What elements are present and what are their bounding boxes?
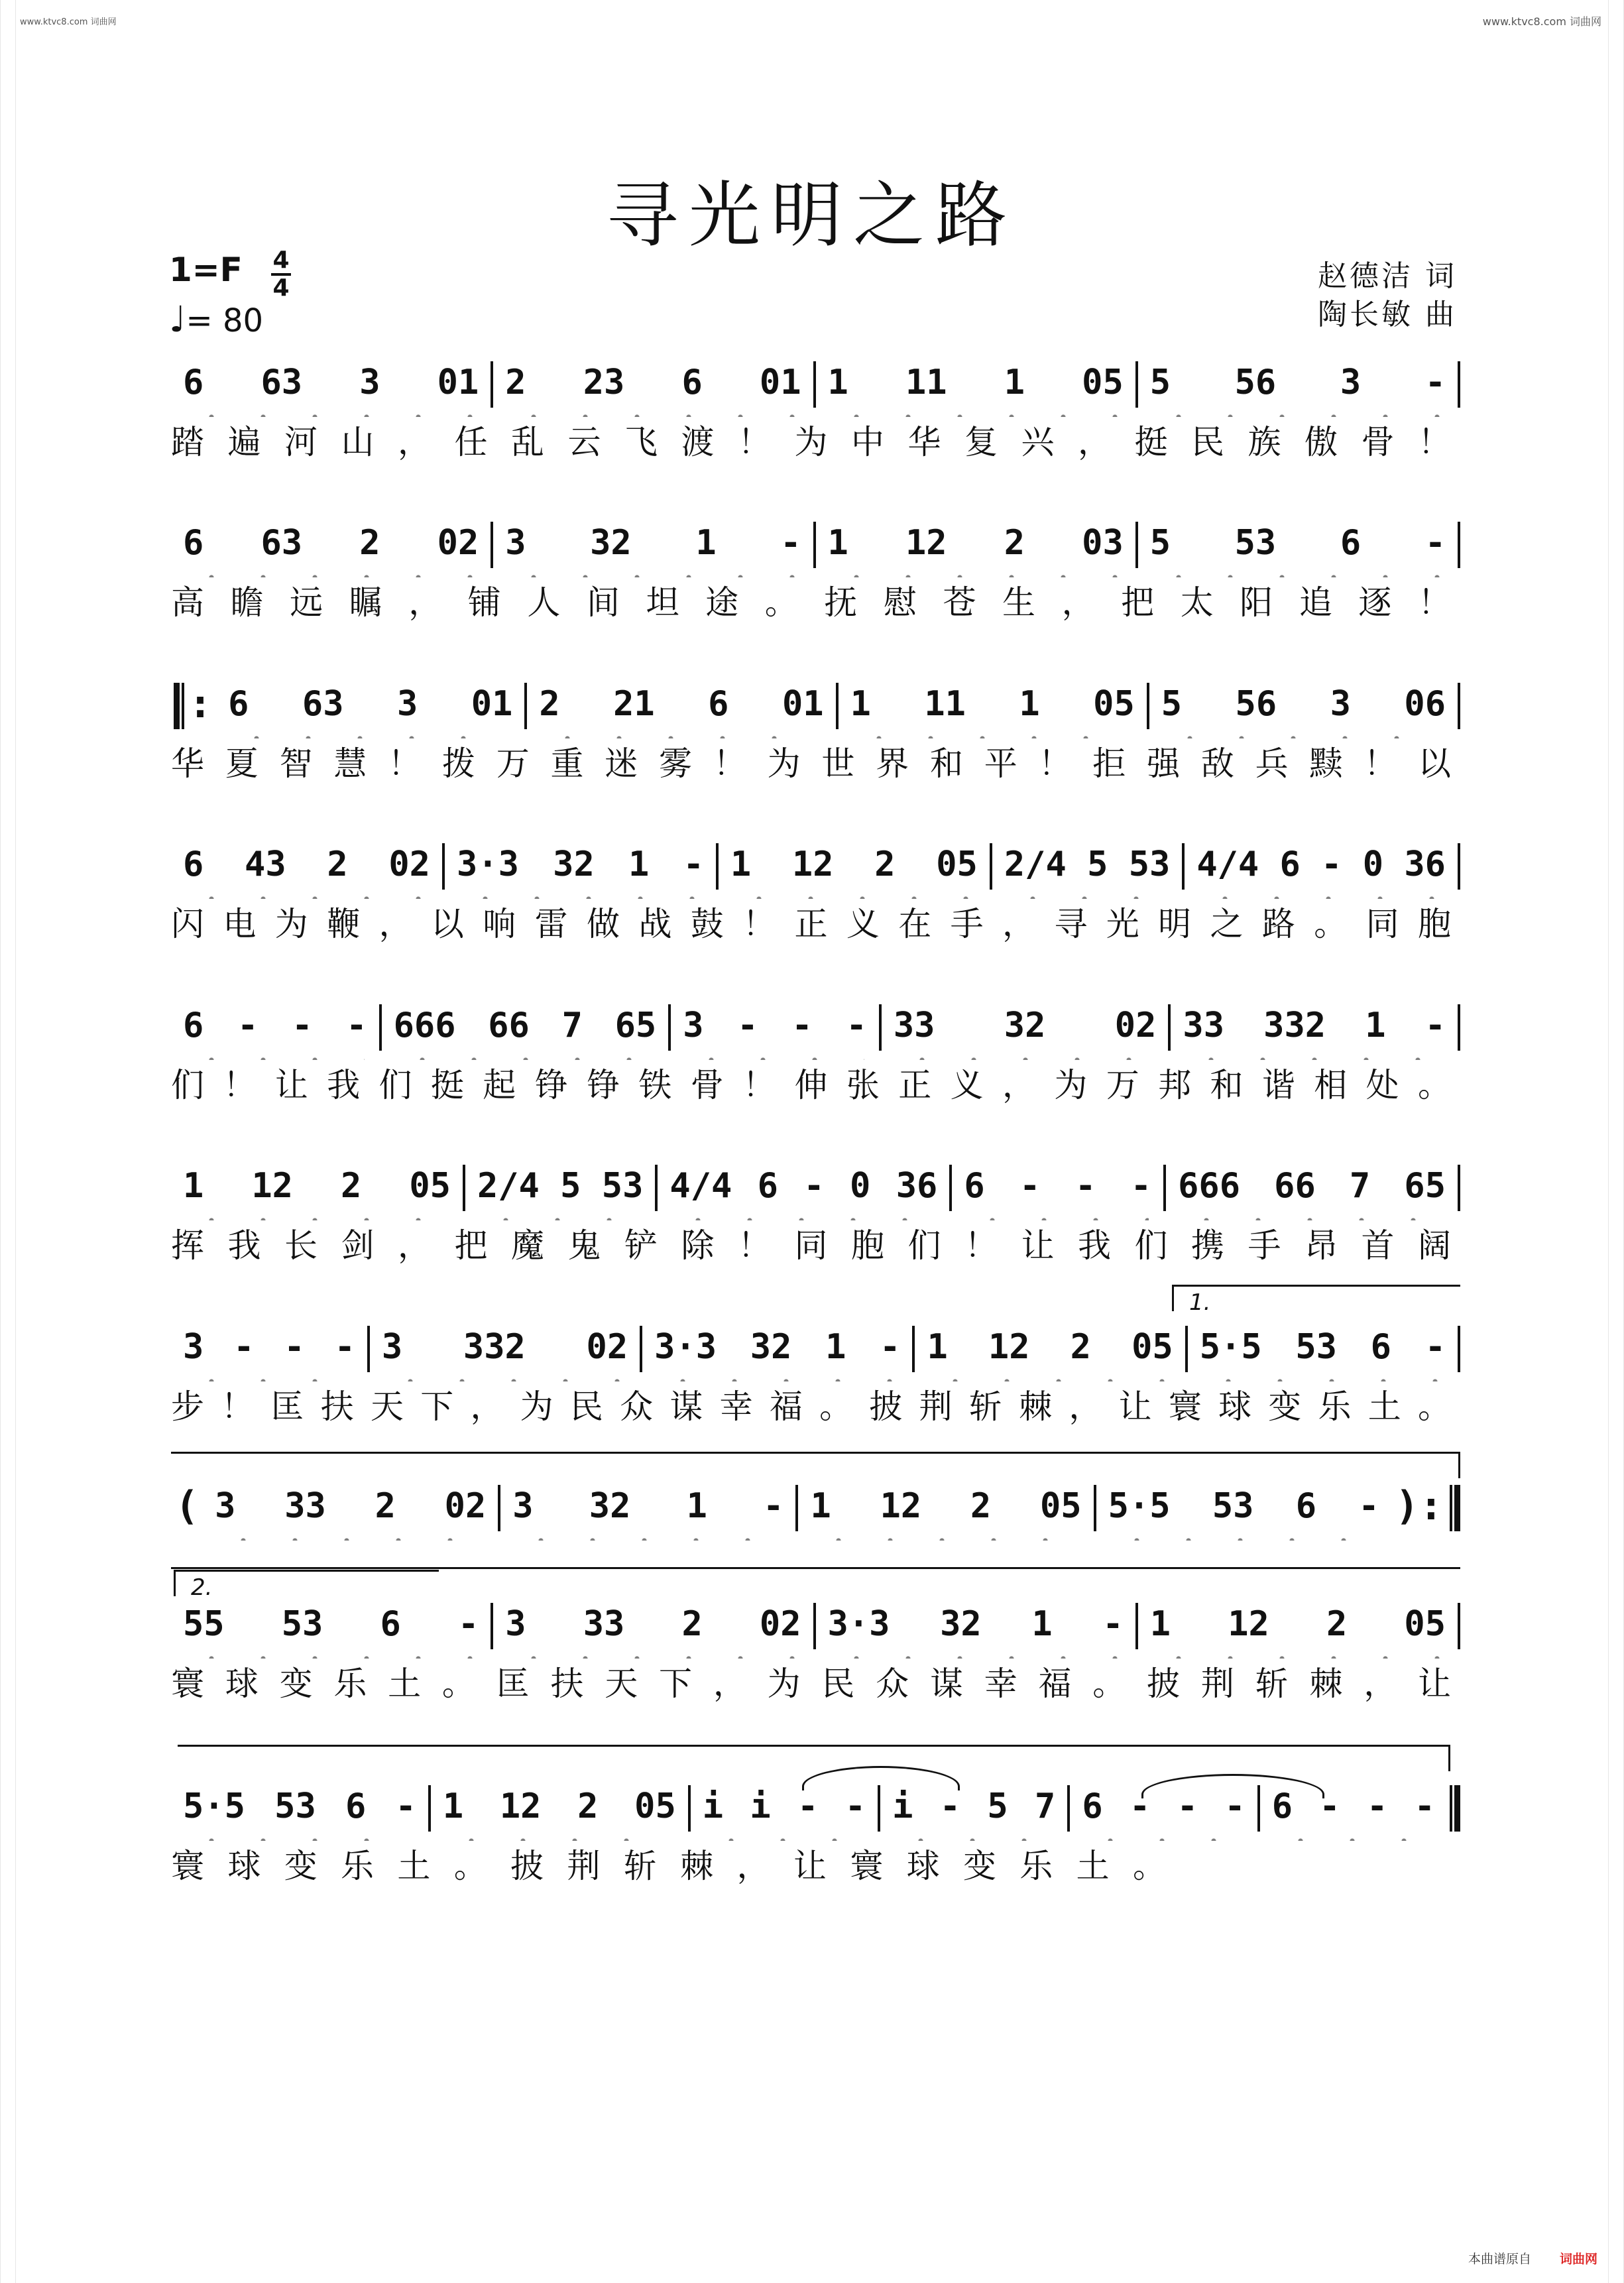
repeat-end-barline [1450, 1485, 1460, 1531]
measure: 3 - - - [671, 1004, 879, 1047]
repeat-start-dots: : [188, 681, 213, 727]
lyrics-line: 挥我长剑，把魔鬼铲除！同胞们！让我们携手昂首阔 [171, 1226, 1460, 1265]
repeat-start-barline [174, 683, 184, 729]
notes-row [171, 361, 1460, 410]
score-line-10 [171, 1785, 1460, 1904]
measure: i i - - [691, 1785, 878, 1828]
lyrics-line: 闪电为鞭，以响雷做战鼓！正义在手，寻光明之路。同胞 [171, 905, 1460, 943]
notes-row [171, 522, 1460, 571]
score-line-7 [171, 1326, 1460, 1445]
system-rule [171, 1567, 1460, 1569]
system-rule [178, 1745, 1450, 1747]
lyrics-line: 踏遍河山，任乱云飞渡！为中华复兴，挺民族傲骨！ [171, 423, 1460, 461]
system-rule [171, 1452, 1460, 1454]
footer-logo-text: 词曲网 [1559, 2252, 1597, 2266]
notes-row [171, 1326, 1460, 1375]
measure: i - 5 7 [880, 1785, 1067, 1828]
key-signature: 1=F [169, 251, 243, 289]
notes-row [171, 1603, 1460, 1652]
time-signature [270, 248, 292, 301]
measure: 1 11 1 05 [816, 361, 1135, 404]
volta-2-bracket [174, 1570, 439, 1601]
measure: 3·3 32 1 - [816, 1603, 1135, 1645]
close-paren-repeat: ): [1395, 1483, 1443, 1529]
quarter-note-icon: ♩ [169, 298, 186, 340]
measure: 3·3 32 1 - [445, 843, 716, 886]
notes-row [171, 1785, 1460, 1834]
measure: 6 63 3 01 [171, 361, 491, 404]
measure: 33 332 1 - [1171, 1004, 1458, 1047]
measure: 1 12 2 05 [915, 1326, 1185, 1368]
measure: 5 56 3 - [1138, 361, 1458, 404]
notes-row [171, 683, 1460, 732]
volta-1-bracket [1172, 1285, 1460, 1316]
score-line-2 [171, 522, 1460, 641]
measure: 3 32 1 - [500, 1485, 795, 1527]
score-line-5 [171, 1004, 1460, 1124]
measure: 1 12 2 05 [798, 1485, 1093, 1527]
measure: 1 12 2 05 [1138, 1603, 1458, 1645]
time-signature-top: 4 [272, 247, 290, 274]
measure: 3 - - - [171, 1326, 367, 1368]
lyricist-credit: 赵德洁 词 [1318, 259, 1457, 293]
notes-row [171, 1165, 1460, 1214]
measure: 3 32 1 - [493, 522, 813, 564]
measure: 5·5 53 6 - [171, 1785, 428, 1828]
measure: 666 66 7 65 [1166, 1165, 1458, 1207]
measure: 6 63 2 02 [171, 522, 491, 564]
lyrics-line: 们！让我们挺起铮铮铁骨！伸张正义，为万邦和谐相处。 [171, 1066, 1460, 1104]
song-title: 寻光明之路 [606, 174, 1017, 257]
measure: 2 23 6 01 [493, 361, 813, 404]
measure: 1 12 2 05 [171, 1165, 463, 1207]
volta-1-label: 1. [1189, 1289, 1211, 1316]
score-line-8 [171, 1485, 1460, 1604]
measure: 2/4 5 53 [465, 1165, 655, 1207]
tempo-value: = 80 [186, 302, 264, 339]
watermark-right: www.ktvc8.com 词曲网 [1482, 15, 1601, 28]
lyrics-line: 华夏智慧！拨万重迷雾！为世界和平！拒强敌兵黩！以 [171, 744, 1460, 783]
measure: 6 - - - [952, 1165, 1163, 1207]
measure: 666 66 7 65 [382, 1004, 669, 1047]
measure: 1 12 2 05 [431, 1785, 688, 1828]
measure: 5·5 53 6 - [1188, 1326, 1458, 1368]
left-margin-strip [0, 0, 16, 2283]
notes-row [171, 1004, 1460, 1053]
lyrics-line: 寰球变乐土。披荆斩棘，让寰球变乐土。 [171, 1847, 1175, 1885]
measure: 1 12 2 03 [816, 522, 1135, 564]
lyrics-line: 寰球变乐土。匡扶天下，为民众谋幸福。披荆斩棘，让 [171, 1665, 1460, 1703]
volta-2-label: 2. [191, 1574, 213, 1601]
notes-row [171, 1485, 1460, 1534]
measure: 6 - - - [1070, 1785, 1257, 1828]
measure: 6 - - - [171, 1004, 379, 1047]
measure: 2 21 6 01 [527, 683, 835, 725]
score-line-1 [171, 361, 1460, 481]
measure: 3 33 2 02 [493, 1603, 813, 1645]
notes-row [171, 843, 1460, 892]
score-line-3 [171, 683, 1460, 802]
measure: 5 53 6 - [1138, 522, 1458, 564]
measure: 4/4 6 - 0 36 [658, 1165, 949, 1207]
measure: 55 53 6 - [171, 1603, 491, 1645]
score-line-6 [171, 1165, 1460, 1284]
lyrics-line: 步！匡扶天下，为民众谋幸福。披荆斩棘，让寰球变乐土。 [171, 1387, 1460, 1426]
measure: 4/4 6 - 0 36 [1185, 843, 1458, 886]
final-barline [1450, 1785, 1460, 1832]
lyrics-line: 高瞻远瞩，铺人间坦途。抚慰苍生，把太阳追逐！ [171, 583, 1460, 622]
measure: 3 332 02 [370, 1326, 640, 1368]
measure: 1 12 2 05 [719, 843, 990, 886]
measure: 5·5 53 6 - [1096, 1485, 1391, 1527]
tempo-marking [169, 298, 263, 340]
measure: 6 43 2 02 [171, 843, 442, 886]
right-margin-strip [1608, 0, 1624, 2283]
time-signature-bottom: 4 [272, 274, 290, 302]
measure: 6 63 3 01 [216, 683, 524, 725]
measure: 1 11 1 05 [839, 683, 1147, 725]
measure: 6 - - - [1260, 1785, 1447, 1828]
measure: 33 32 02 [882, 1004, 1169, 1047]
open-paren: ( [175, 1483, 200, 1529]
score-line-9 [171, 1603, 1460, 1722]
score-line-4 [171, 843, 1460, 963]
composer-credit: 陶长敏 曲 [1318, 298, 1457, 331]
measure: 3 33 2 02 [203, 1485, 498, 1527]
measure: 2/4 5 53 [992, 843, 1182, 886]
watermark-left: www.ktvc8.com 词曲网 [20, 17, 117, 27]
footer-source-text: 本曲谱原自 [1468, 2252, 1531, 2266]
measure: 5 56 3 06 [1149, 683, 1458, 725]
measure: 3·3 32 1 - [642, 1326, 912, 1368]
